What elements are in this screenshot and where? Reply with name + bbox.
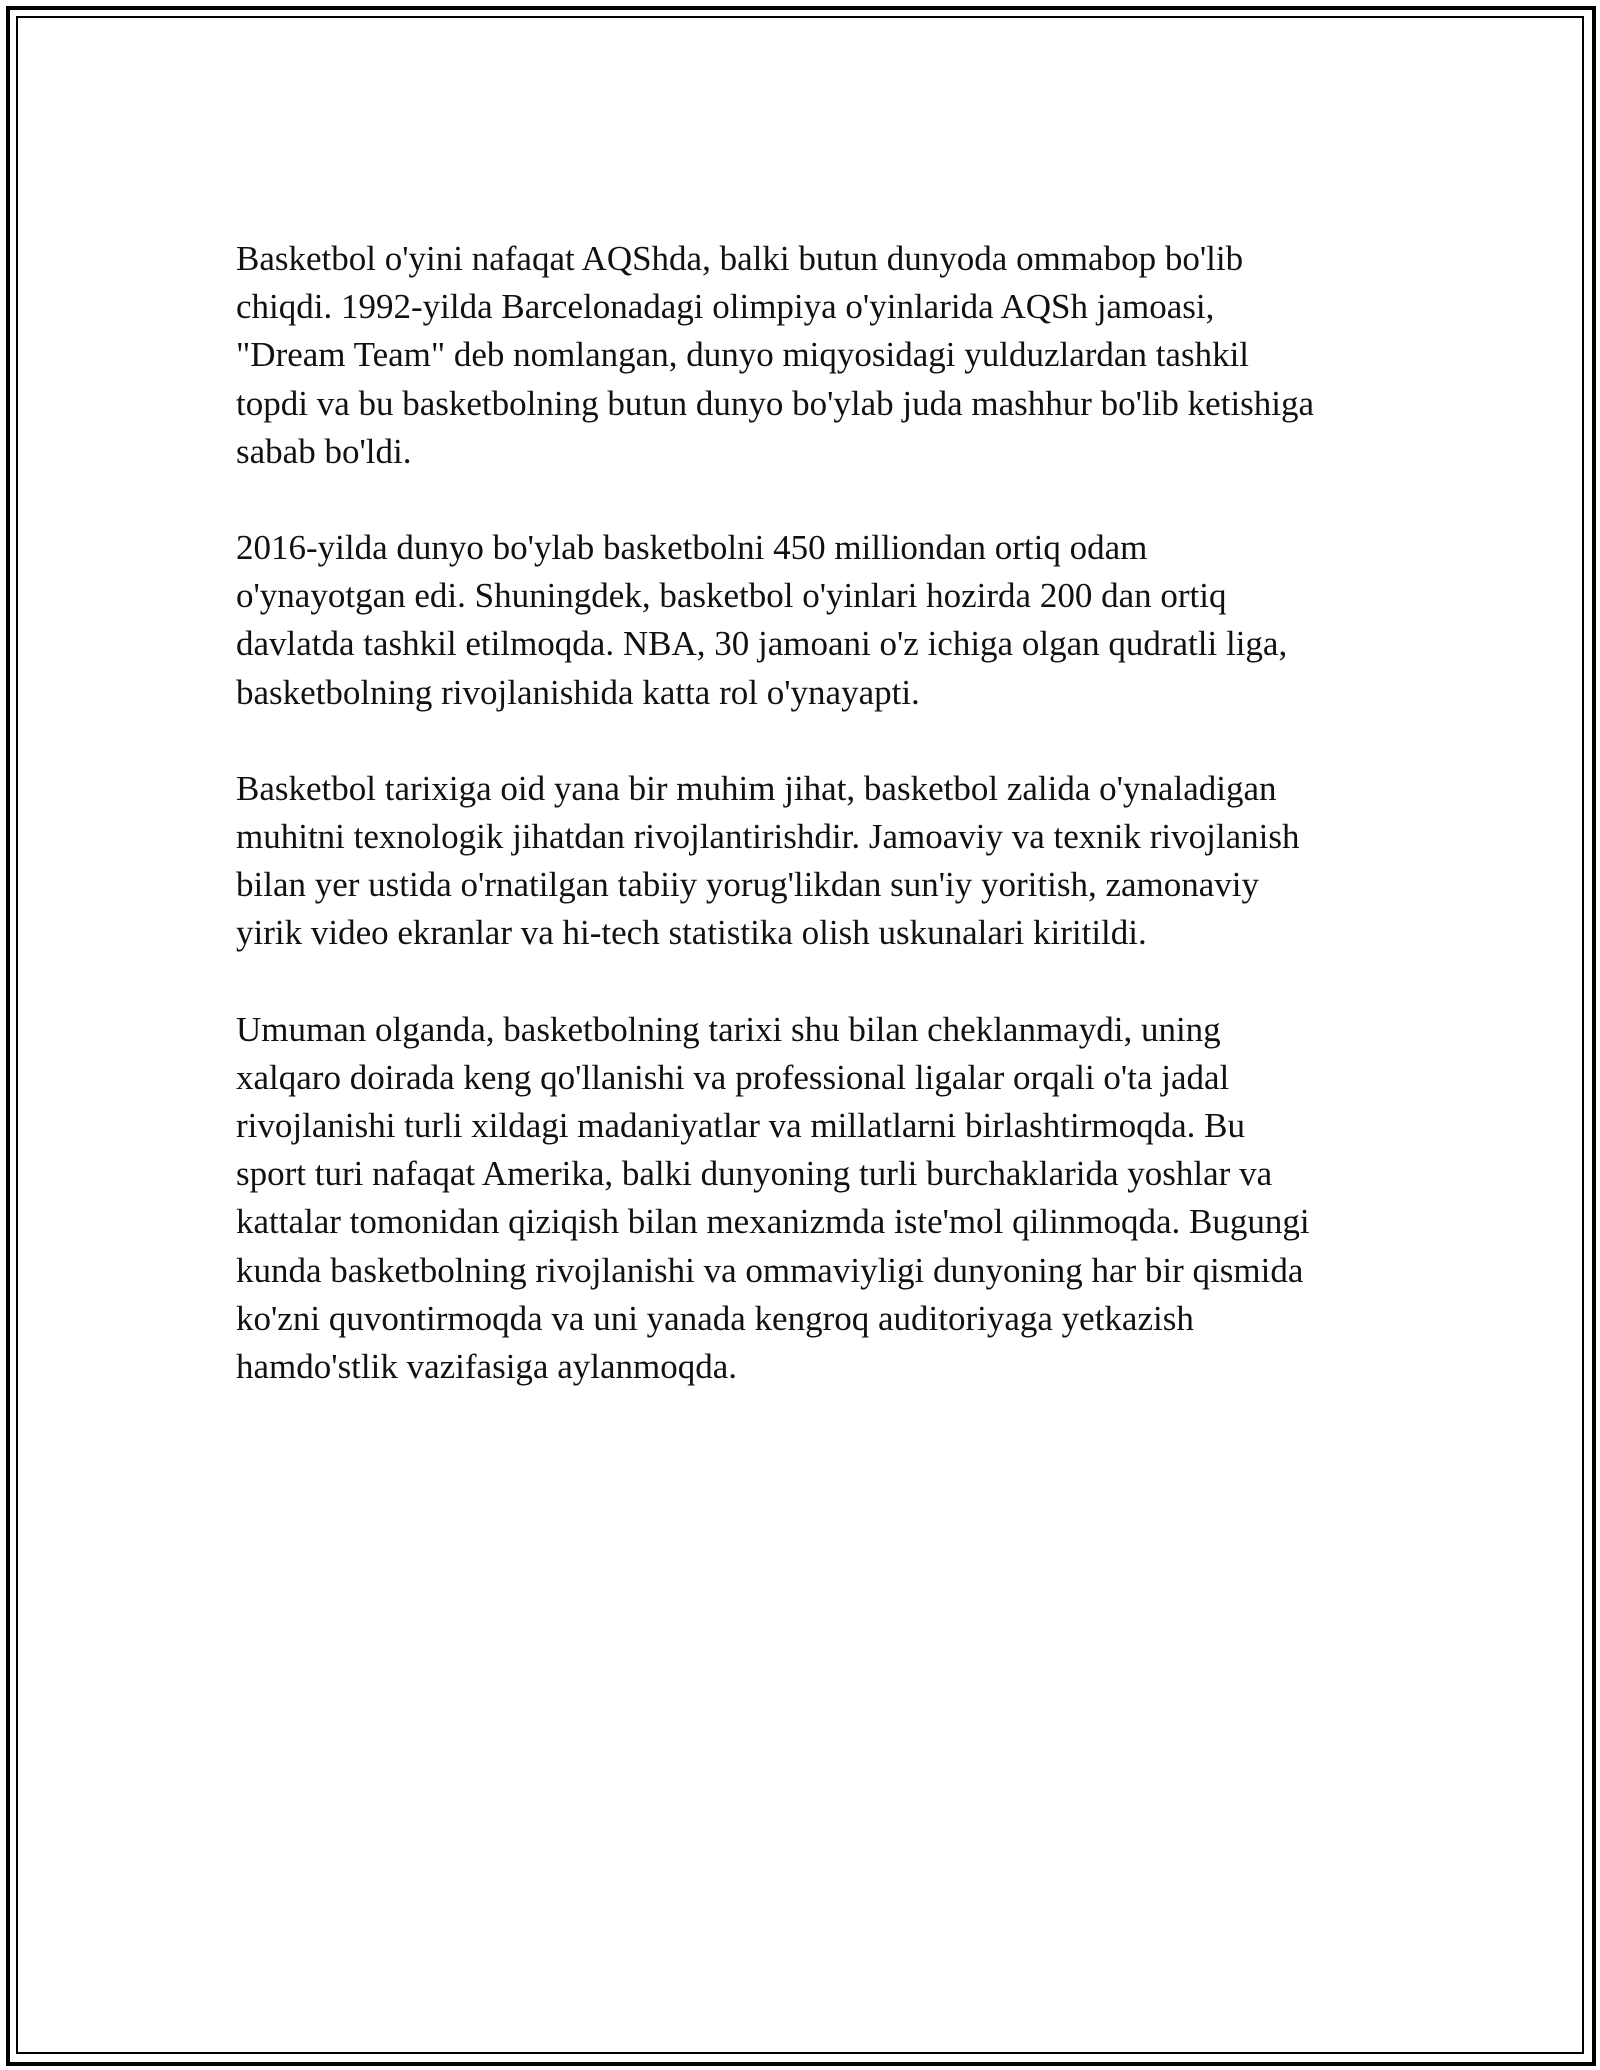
- paragraph-4: Umuman olganda, basketbolning tarixi shu bilan cheklanmaydi, uning xalqaro doirada keng qo'llanishi va professional ligalar orqali o'ta jadal rivojlanishi turli xildagi madaniyatlar va millatlarni birlashtirmoqda. Bu sport turi nafaqat Amerika, balki dunyoning turli burchaklarida yoshlar va kattalar tomonidan qiziqish bilan mexanizmda iste'mol qilinmoqda. Bugungi kunda basketbolning rivojlanishi va ommaviyligi dunyoning har bir qismida ko'zni quvontirmoqda va uni yanada kengroq auditoriyaga yetkazish hamdo'stlik vazifasiga aylanmoqda.: [236, 1009, 1310, 1387]
- paragraph-1: Basketbol o'yini nafaqat AQShda, balki butun dunyoda ommabop bo'lib chiqdi. 1992-yilda Barcelonadagi olimpiya o'yinlarida AQSh jamoasi, "Dream Team" deb nomlangan, dunyo miqyosidagi yulduzlardan tashkil topdi va bu basketbolning butun dunyo bo'ylab juda mashhur bo'lib ketishiga sabab bo'ldi.: [236, 239, 1315, 471]
- paragraph-3: Basketbol tarixiga oid yana bir muhim jihat, basketbol zalida o'ynaladigan muhitni texnologik jihatdan rivojlantirishdir. Jamoaviy va texnik rivojlanish bilan yer ustida o'rnatilgan tabiiy yorug'likdan sun'iy yoritish, zamonaviy yirik video ekranlar va hi-tech statistika olish uskunalari kiritildi.: [236, 768, 1300, 953]
- paragraph-2: 2016-yilda dunyo bo'ylab basketbolni 450 milliondan ortiq odam o'ynayotgan edi. Shuningdek, basketbol o'yinlari hozirda 200 dan ortiq davlatda tashkil etilmoqda. NBA, 30 jamoani o'z ichiga olgan qudratli liga, basketbolning rivojlanishida katta rol o'ynayapti.: [236, 528, 1288, 712]
- document-body: [236, 235, 1376, 1439]
